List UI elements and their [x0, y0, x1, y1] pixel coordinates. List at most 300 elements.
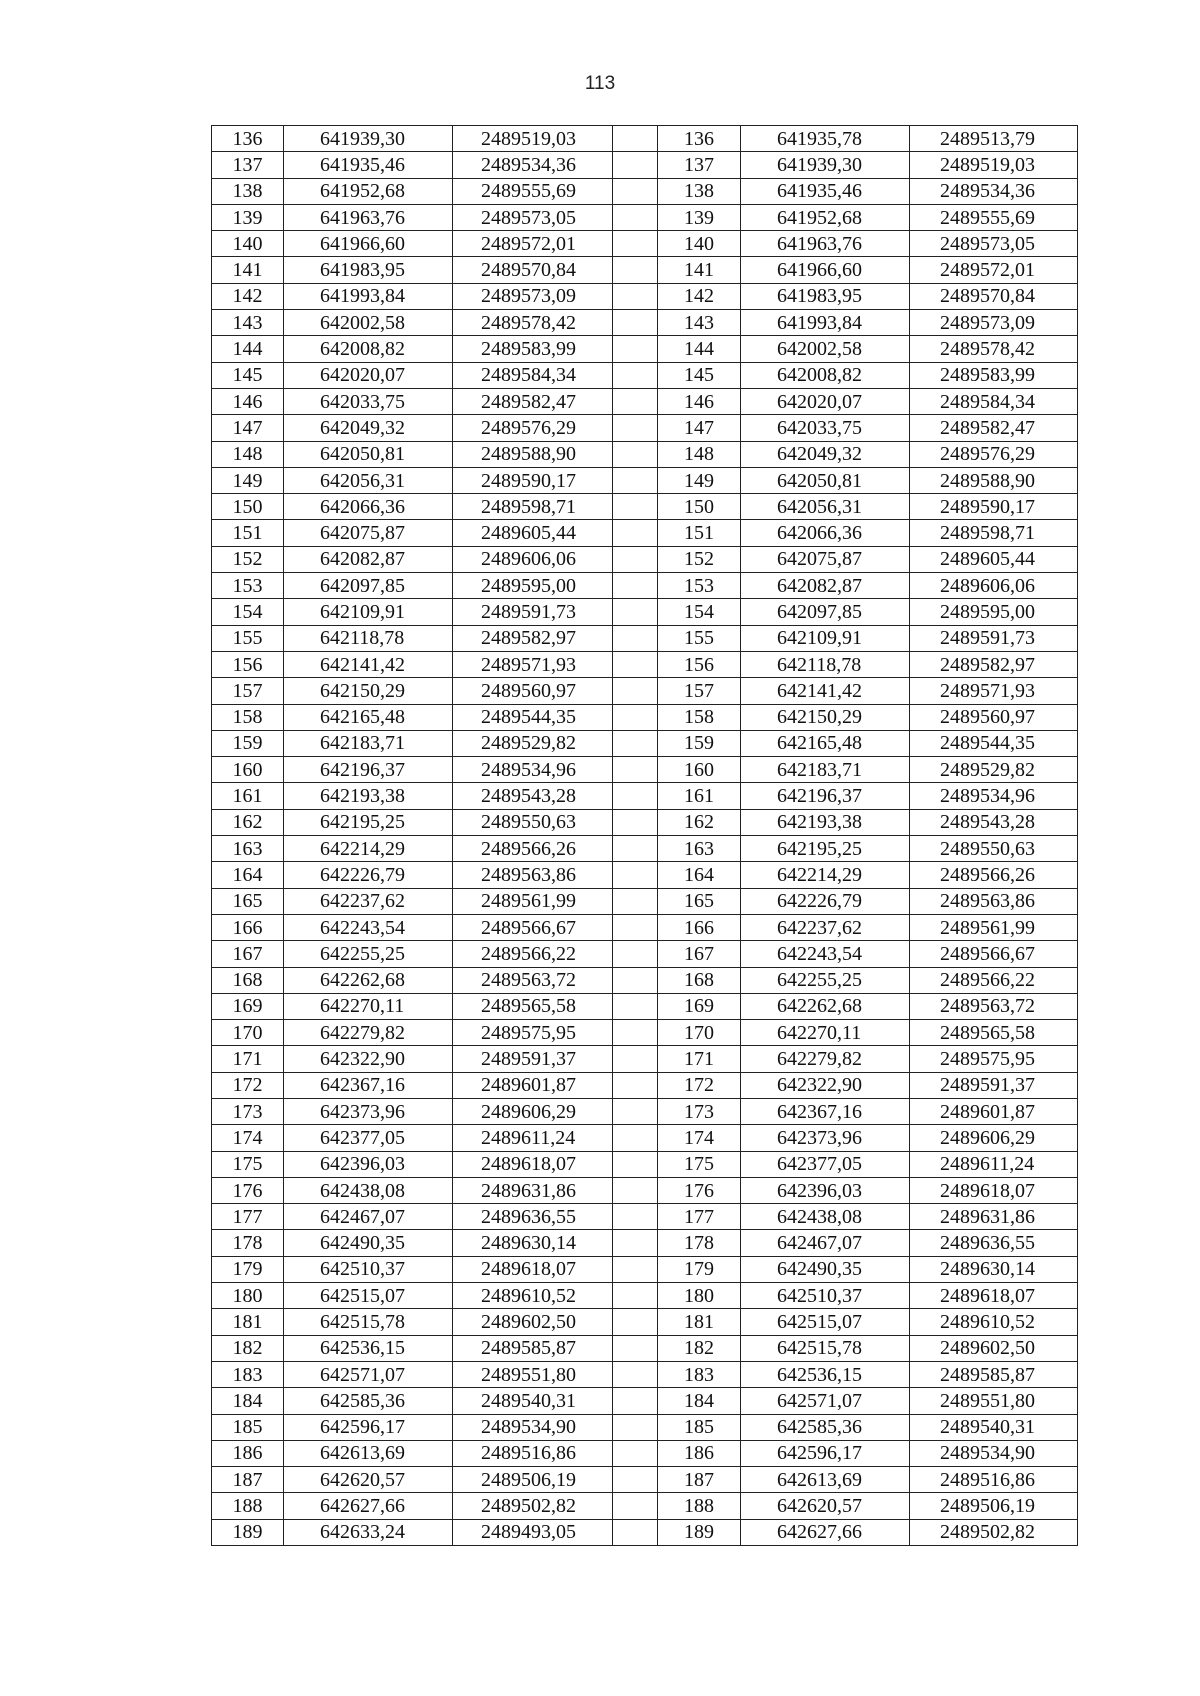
x-coordinate-cell: 642377,05	[284, 1125, 453, 1151]
y-coordinate-cell: 2489516,86	[453, 1440, 613, 1466]
y-coordinate-cell: 2489602,50	[910, 1335, 1078, 1361]
empty-cell	[613, 809, 658, 835]
point-number-cell: 153	[212, 573, 284, 599]
y-coordinate-cell: 2489534,90	[453, 1414, 613, 1440]
point-number-cell: 188	[658, 1493, 741, 1519]
empty-cell	[613, 1072, 658, 1098]
y-coordinate-cell: 2489534,96	[453, 757, 613, 783]
x-coordinate-cell: 642510,37	[741, 1283, 910, 1309]
y-coordinate-cell: 2489585,87	[453, 1335, 613, 1361]
point-number-cell: 172	[212, 1072, 284, 1098]
y-coordinate-cell: 2489566,67	[453, 914, 613, 940]
x-coordinate-cell: 642279,82	[741, 1046, 910, 1072]
table-row	[212, 362, 1078, 388]
point-number-cell: 136	[658, 126, 741, 152]
y-coordinate-cell: 2489561,99	[453, 888, 613, 914]
point-number-cell: 180	[658, 1283, 741, 1309]
table-row	[212, 1020, 1078, 1046]
y-coordinate-cell: 2489575,95	[453, 1020, 613, 1046]
table-row	[212, 178, 1078, 204]
table-row	[212, 1072, 1078, 1098]
y-coordinate-cell: 2489561,99	[910, 914, 1078, 940]
table-row	[212, 730, 1078, 756]
y-coordinate-cell: 2489502,82	[910, 1519, 1078, 1545]
y-coordinate-cell: 2489598,71	[453, 494, 613, 520]
empty-cell	[613, 494, 658, 520]
x-coordinate-cell: 642515,07	[741, 1309, 910, 1335]
x-coordinate-cell: 642097,85	[284, 573, 453, 599]
y-coordinate-cell: 2489588,90	[910, 467, 1078, 493]
point-number-cell: 152	[212, 546, 284, 572]
x-coordinate-cell: 642033,75	[284, 388, 453, 414]
empty-cell	[613, 862, 658, 888]
x-coordinate-cell: 642050,81	[741, 467, 910, 493]
x-coordinate-cell: 642243,54	[284, 914, 453, 940]
point-number-cell: 144	[212, 336, 284, 362]
empty-cell	[613, 1467, 658, 1493]
y-coordinate-cell: 2489605,44	[910, 546, 1078, 572]
x-coordinate-cell: 642596,17	[741, 1440, 910, 1466]
x-coordinate-cell: 642118,78	[741, 651, 910, 677]
point-number-cell: 143	[212, 310, 284, 336]
y-coordinate-cell: 2489583,99	[910, 362, 1078, 388]
table-row	[212, 231, 1078, 257]
x-coordinate-cell: 641966,60	[741, 257, 910, 283]
y-coordinate-cell: 2489618,07	[453, 1151, 613, 1177]
point-number-cell: 153	[658, 573, 741, 599]
point-number-cell: 178	[658, 1230, 741, 1256]
empty-cell	[613, 651, 658, 677]
point-number-cell: 171	[212, 1046, 284, 1072]
y-coordinate-cell: 2489598,71	[910, 520, 1078, 546]
point-number-cell: 166	[658, 914, 741, 940]
table-row	[212, 1151, 1078, 1177]
empty-cell	[613, 967, 658, 993]
empty-cell	[613, 362, 658, 388]
point-number-cell: 176	[212, 1177, 284, 1203]
table-row	[212, 1098, 1078, 1124]
x-coordinate-cell: 642141,42	[284, 651, 453, 677]
y-coordinate-cell: 2489534,36	[453, 152, 613, 178]
x-coordinate-cell: 642066,36	[741, 520, 910, 546]
y-coordinate-cell: 2489565,58	[910, 1020, 1078, 1046]
y-coordinate-cell: 2489563,86	[910, 888, 1078, 914]
point-number-cell: 167	[212, 941, 284, 967]
table-row	[212, 336, 1078, 362]
x-coordinate-cell: 642322,90	[741, 1072, 910, 1098]
point-number-cell: 160	[658, 757, 741, 783]
point-number-cell: 184	[658, 1388, 741, 1414]
empty-cell	[613, 1519, 658, 1545]
y-coordinate-cell: 2489571,93	[453, 651, 613, 677]
x-coordinate-cell: 642056,31	[284, 467, 453, 493]
empty-cell	[613, 1046, 658, 1072]
table-row	[212, 651, 1078, 677]
empty-cell	[613, 152, 658, 178]
point-number-cell: 180	[212, 1283, 284, 1309]
point-number-cell: 139	[658, 204, 741, 230]
x-coordinate-cell: 642367,16	[741, 1098, 910, 1124]
empty-cell	[613, 704, 658, 730]
y-coordinate-cell: 2489582,47	[453, 388, 613, 414]
x-coordinate-cell: 642150,29	[741, 704, 910, 730]
y-coordinate-cell: 2489618,07	[453, 1256, 613, 1282]
y-coordinate-cell: 2489576,29	[910, 441, 1078, 467]
y-coordinate-cell: 2489543,28	[910, 809, 1078, 835]
y-coordinate-cell: 2489582,97	[453, 625, 613, 651]
y-coordinate-cell: 2489506,19	[453, 1467, 613, 1493]
point-number-cell: 167	[658, 941, 741, 967]
x-coordinate-cell: 642049,32	[284, 415, 453, 441]
point-number-cell: 162	[658, 809, 741, 835]
point-number-cell: 183	[658, 1361, 741, 1387]
point-number-cell: 146	[658, 388, 741, 414]
y-coordinate-cell: 2489601,87	[910, 1098, 1078, 1124]
table-row	[212, 126, 1078, 152]
point-number-cell: 143	[658, 310, 741, 336]
coordinates-table-body	[212, 126, 1078, 1546]
y-coordinate-cell: 2489563,72	[453, 967, 613, 993]
y-coordinate-cell: 2489563,72	[910, 993, 1078, 1019]
x-coordinate-cell: 642075,87	[741, 546, 910, 572]
point-number-cell: 183	[212, 1361, 284, 1387]
point-number-cell: 165	[212, 888, 284, 914]
point-number-cell: 173	[212, 1098, 284, 1124]
x-coordinate-cell: 642109,91	[741, 625, 910, 651]
y-coordinate-cell: 2489544,35	[910, 730, 1078, 756]
x-coordinate-cell: 642195,25	[741, 836, 910, 862]
empty-cell	[613, 467, 658, 493]
point-number-cell: 141	[658, 257, 741, 283]
table-row	[212, 993, 1078, 1019]
y-coordinate-cell: 2489618,07	[910, 1283, 1078, 1309]
y-coordinate-cell: 2489602,50	[453, 1309, 613, 1335]
y-coordinate-cell: 2489582,97	[910, 651, 1078, 677]
x-coordinate-cell: 642193,38	[741, 809, 910, 835]
empty-cell	[613, 257, 658, 283]
y-coordinate-cell: 2489534,36	[910, 178, 1078, 204]
table-row	[212, 1519, 1078, 1545]
x-coordinate-cell: 641963,76	[284, 204, 453, 230]
empty-cell	[613, 730, 658, 756]
point-number-cell: 179	[212, 1256, 284, 1282]
point-number-cell: 171	[658, 1046, 741, 1072]
point-number-cell: 154	[658, 599, 741, 625]
x-coordinate-cell: 642627,66	[284, 1493, 453, 1519]
point-number-cell: 138	[212, 178, 284, 204]
point-number-cell: 163	[212, 836, 284, 862]
table-row	[212, 415, 1078, 441]
y-coordinate-cell: 2489618,07	[910, 1177, 1078, 1203]
table-row	[212, 388, 1078, 414]
table-row	[212, 573, 1078, 599]
x-coordinate-cell: 642226,79	[741, 888, 910, 914]
x-coordinate-cell: 642150,29	[284, 678, 453, 704]
point-number-cell: 166	[212, 914, 284, 940]
x-coordinate-cell: 641935,78	[741, 126, 910, 152]
x-coordinate-cell: 642585,36	[284, 1388, 453, 1414]
empty-cell	[613, 1230, 658, 1256]
point-number-cell: 140	[658, 231, 741, 257]
empty-cell	[613, 1309, 658, 1335]
x-coordinate-cell: 641963,76	[741, 231, 910, 257]
y-coordinate-cell: 2489506,19	[910, 1493, 1078, 1519]
x-coordinate-cell: 642082,87	[284, 546, 453, 572]
empty-cell	[613, 1283, 658, 1309]
point-number-cell: 170	[212, 1020, 284, 1046]
table-row	[212, 809, 1078, 835]
y-coordinate-cell: 2489610,52	[453, 1283, 613, 1309]
x-coordinate-cell: 642613,69	[741, 1467, 910, 1493]
table-row	[212, 494, 1078, 520]
table-row	[212, 1204, 1078, 1230]
x-coordinate-cell: 642596,17	[284, 1414, 453, 1440]
x-coordinate-cell: 642193,38	[284, 783, 453, 809]
y-coordinate-cell: 2489611,24	[910, 1151, 1078, 1177]
table-row	[212, 1256, 1078, 1282]
table-row	[212, 836, 1078, 862]
y-coordinate-cell: 2489555,69	[453, 178, 613, 204]
x-coordinate-cell: 642536,15	[741, 1361, 910, 1387]
x-coordinate-cell: 642536,15	[284, 1335, 453, 1361]
empty-cell	[613, 599, 658, 625]
empty-cell	[613, 1361, 658, 1387]
x-coordinate-cell: 642373,96	[284, 1098, 453, 1124]
x-coordinate-cell: 642322,90	[284, 1046, 453, 1072]
x-coordinate-cell: 642118,78	[284, 625, 453, 651]
x-coordinate-cell: 641966,60	[284, 231, 453, 257]
y-coordinate-cell: 2489529,82	[910, 757, 1078, 783]
y-coordinate-cell: 2489591,37	[453, 1046, 613, 1072]
empty-cell	[613, 757, 658, 783]
x-coordinate-cell: 642279,82	[284, 1020, 453, 1046]
x-coordinate-cell: 642270,11	[284, 993, 453, 1019]
point-number-cell: 142	[658, 283, 741, 309]
empty-cell	[613, 336, 658, 362]
point-number-cell: 158	[212, 704, 284, 730]
x-coordinate-cell: 642066,36	[284, 494, 453, 520]
table-row	[212, 1309, 1078, 1335]
coordinates-table	[211, 125, 1078, 1546]
y-coordinate-cell: 2489573,05	[910, 231, 1078, 257]
x-coordinate-cell: 642270,11	[741, 1020, 910, 1046]
empty-cell	[613, 441, 658, 467]
point-number-cell: 149	[658, 467, 741, 493]
point-number-cell: 185	[658, 1414, 741, 1440]
y-coordinate-cell: 2489544,35	[453, 704, 613, 730]
y-coordinate-cell: 2489631,86	[453, 1177, 613, 1203]
x-coordinate-cell: 642633,24	[284, 1519, 453, 1545]
x-coordinate-cell: 642515,78	[284, 1309, 453, 1335]
x-coordinate-cell: 642082,87	[741, 573, 910, 599]
point-number-cell: 187	[212, 1467, 284, 1493]
table-row	[212, 546, 1078, 572]
y-coordinate-cell: 2489575,95	[910, 1046, 1078, 1072]
empty-cell	[613, 520, 658, 546]
point-number-cell: 174	[212, 1125, 284, 1151]
y-coordinate-cell: 2489570,84	[453, 257, 613, 283]
point-number-cell: 179	[658, 1256, 741, 1282]
x-coordinate-cell: 642002,58	[284, 310, 453, 336]
y-coordinate-cell: 2489582,47	[910, 415, 1078, 441]
point-number-cell: 151	[212, 520, 284, 546]
point-number-cell: 155	[212, 625, 284, 651]
x-coordinate-cell: 642467,07	[741, 1230, 910, 1256]
table-row	[212, 257, 1078, 283]
y-coordinate-cell: 2489590,17	[453, 467, 613, 493]
point-number-cell: 187	[658, 1467, 741, 1493]
x-coordinate-cell: 641983,95	[741, 283, 910, 309]
empty-cell	[613, 1440, 658, 1466]
y-coordinate-cell: 2489529,82	[453, 730, 613, 756]
point-number-cell: 177	[212, 1204, 284, 1230]
empty-cell	[613, 1388, 658, 1414]
x-coordinate-cell: 641935,46	[741, 178, 910, 204]
y-coordinate-cell: 2489611,24	[453, 1125, 613, 1151]
x-coordinate-cell: 642195,25	[284, 809, 453, 835]
y-coordinate-cell: 2489585,87	[910, 1361, 1078, 1387]
x-coordinate-cell: 642515,07	[284, 1283, 453, 1309]
y-coordinate-cell: 2489584,34	[453, 362, 613, 388]
x-coordinate-cell: 642008,82	[741, 362, 910, 388]
y-coordinate-cell: 2489540,31	[453, 1388, 613, 1414]
x-coordinate-cell: 642490,35	[741, 1256, 910, 1282]
point-number-cell: 138	[658, 178, 741, 204]
point-number-cell: 161	[658, 783, 741, 809]
point-number-cell: 161	[212, 783, 284, 809]
table-row	[212, 1335, 1078, 1361]
page-number: 113	[584, 73, 616, 94]
point-number-cell: 140	[212, 231, 284, 257]
point-number-cell: 137	[212, 152, 284, 178]
table-row	[212, 1177, 1078, 1203]
y-coordinate-cell: 2489573,09	[453, 283, 613, 309]
x-coordinate-cell: 642033,75	[741, 415, 910, 441]
table-row	[212, 152, 1078, 178]
empty-cell	[613, 388, 658, 414]
y-coordinate-cell: 2489578,42	[910, 336, 1078, 362]
table-row	[212, 941, 1078, 967]
x-coordinate-cell: 642396,03	[741, 1177, 910, 1203]
table-row	[212, 1230, 1078, 1256]
point-number-cell: 151	[658, 520, 741, 546]
x-coordinate-cell: 642585,36	[741, 1414, 910, 1440]
x-coordinate-cell: 642467,07	[284, 1204, 453, 1230]
x-coordinate-cell: 642237,62	[284, 888, 453, 914]
empty-cell	[613, 1335, 658, 1361]
point-number-cell: 160	[212, 757, 284, 783]
table-row	[212, 862, 1078, 888]
y-coordinate-cell: 2489534,96	[910, 783, 1078, 809]
x-coordinate-cell: 642165,48	[741, 730, 910, 756]
table-row	[212, 520, 1078, 546]
y-coordinate-cell: 2489551,80	[910, 1388, 1078, 1414]
empty-cell	[613, 126, 658, 152]
point-number-cell: 148	[658, 441, 741, 467]
point-number-cell: 139	[212, 204, 284, 230]
point-number-cell: 181	[658, 1309, 741, 1335]
empty-cell	[613, 178, 658, 204]
point-number-cell: 173	[658, 1098, 741, 1124]
y-coordinate-cell: 2489543,28	[453, 783, 613, 809]
empty-cell	[613, 1020, 658, 1046]
table-row	[212, 1283, 1078, 1309]
empty-cell	[613, 1177, 658, 1203]
point-number-cell: 145	[658, 362, 741, 388]
table-row	[212, 283, 1078, 309]
empty-cell	[613, 1414, 658, 1440]
x-coordinate-cell: 642571,07	[284, 1361, 453, 1387]
point-number-cell: 186	[658, 1440, 741, 1466]
y-coordinate-cell: 2489540,31	[910, 1414, 1078, 1440]
point-number-cell: 170	[658, 1020, 741, 1046]
point-number-cell: 169	[212, 993, 284, 1019]
point-number-cell: 149	[212, 467, 284, 493]
point-number-cell: 168	[658, 967, 741, 993]
empty-cell	[613, 1204, 658, 1230]
empty-cell	[613, 204, 658, 230]
y-coordinate-cell: 2489591,37	[910, 1072, 1078, 1098]
y-coordinate-cell: 2489601,87	[453, 1072, 613, 1098]
y-coordinate-cell: 2489571,93	[910, 678, 1078, 704]
x-coordinate-cell: 641993,84	[741, 310, 910, 336]
x-coordinate-cell: 642367,16	[284, 1072, 453, 1098]
point-number-cell: 168	[212, 967, 284, 993]
table-row	[212, 204, 1078, 230]
y-coordinate-cell: 2489550,63	[453, 809, 613, 835]
y-coordinate-cell: 2489590,17	[910, 494, 1078, 520]
point-number-cell: 158	[658, 704, 741, 730]
point-number-cell: 156	[658, 651, 741, 677]
point-number-cell: 175	[212, 1151, 284, 1177]
x-coordinate-cell: 642075,87	[284, 520, 453, 546]
point-number-cell: 172	[658, 1072, 741, 1098]
y-coordinate-cell: 2489630,14	[453, 1230, 613, 1256]
table-row	[212, 310, 1078, 336]
point-number-cell: 157	[212, 678, 284, 704]
empty-cell	[613, 1256, 658, 1282]
x-coordinate-cell: 642196,37	[284, 757, 453, 783]
y-coordinate-cell: 2489566,22	[910, 967, 1078, 993]
x-coordinate-cell: 642056,31	[741, 494, 910, 520]
point-number-cell: 150	[212, 494, 284, 520]
point-number-cell: 177	[658, 1204, 741, 1230]
table-row	[212, 757, 1078, 783]
point-number-cell: 174	[658, 1125, 741, 1151]
y-coordinate-cell: 2489566,22	[453, 941, 613, 967]
point-number-cell: 165	[658, 888, 741, 914]
point-number-cell: 150	[658, 494, 741, 520]
y-coordinate-cell: 2489636,55	[910, 1230, 1078, 1256]
y-coordinate-cell: 2489595,00	[453, 573, 613, 599]
x-coordinate-cell: 642262,68	[284, 967, 453, 993]
x-coordinate-cell: 641939,30	[741, 152, 910, 178]
point-number-cell: 182	[212, 1335, 284, 1361]
empty-cell	[613, 1493, 658, 1519]
y-coordinate-cell: 2489578,42	[453, 310, 613, 336]
x-coordinate-cell: 642620,57	[741, 1493, 910, 1519]
y-coordinate-cell: 2489519,03	[910, 152, 1078, 178]
x-coordinate-cell: 642515,78	[741, 1335, 910, 1361]
x-coordinate-cell: 642243,54	[741, 941, 910, 967]
y-coordinate-cell: 2489566,67	[910, 941, 1078, 967]
table-row	[212, 914, 1078, 940]
table-row	[212, 1493, 1078, 1519]
y-coordinate-cell: 2489563,86	[453, 862, 613, 888]
x-coordinate-cell: 641952,68	[284, 178, 453, 204]
point-number-cell: 137	[658, 152, 741, 178]
x-coordinate-cell: 642002,58	[741, 336, 910, 362]
